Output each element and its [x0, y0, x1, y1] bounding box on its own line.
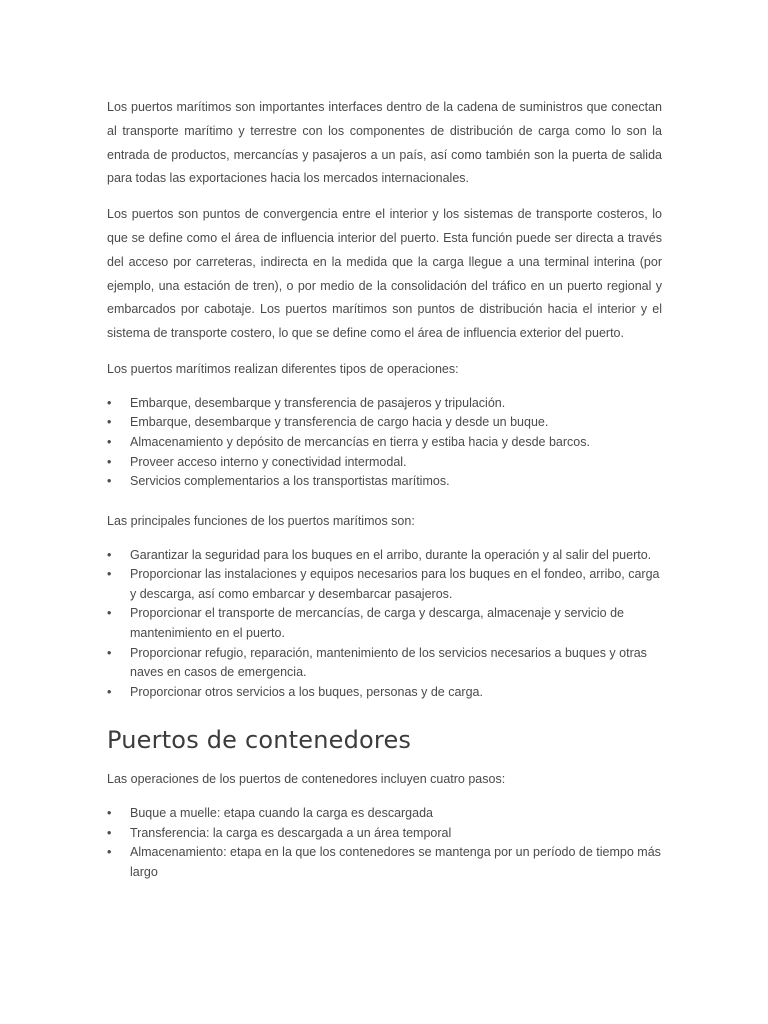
document-page — [107, 96, 662, 882]
bullet-icon: • — [107, 434, 112, 449]
operations-intro: Los puertos marítimos realizan diferentes tipos de operaciones: — [107, 361, 459, 376]
bullet-icon: • — [107, 395, 112, 410]
bullet-icon: • — [107, 415, 112, 430]
bullet-icon: • — [107, 454, 112, 469]
list-item: • Embarque, desembarque y transferencia de pasajeros y tripulación. — [107, 394, 662, 414]
operations-list — [107, 394, 662, 492]
bullet-icon: • — [107, 474, 112, 489]
list-item: • Transferencia: la carga es descargada a un área temporal — [107, 824, 662, 844]
section-heading: Puertos de contenedores — [107, 726, 412, 755]
bullet-icon: • — [107, 845, 112, 860]
list-item: • Garantizar la seguridad para los buques en el arribo, durante la operación y al salir del puerto. — [107, 546, 662, 566]
list-item: • Almacenamiento: etapa en la que los contenedores se mantenga por un período de tiempo más largo — [107, 845, 661, 879]
list-item: • Proporcionar las instalaciones y equipos necesarios para los buques en el fondeo, arribo, carga y descarga, así como embarcar y desembarcar pasajeros. — [107, 567, 660, 601]
bullet-icon: • — [107, 806, 112, 821]
convergence-paragraph: Los puertos son puntos de convergencia entre el interior y los sistemas de transporte costeros, lo que se define como el área de influencia interior del puerto. Esta función puede ser directa a través del acceso por carreteras, indirecta en la medida que la carga llegue a una terminal interina (por ejemplo, una estación de tren), o por medio de la consolidación del tráfico en un puerto regional y embarcados por cabotaje. Los puertos marítimos son puntos de distribución hacia el interior y el sistema de transporte costero, lo que se define como el área de influencia exterior del puerto. — [107, 207, 662, 341]
list-item: • Servicios complementarios a los transportistas marítimos. — [107, 472, 662, 492]
list-item: • Proveer acceso interno y conectividad intermodal. — [107, 453, 662, 473]
bullet-icon: • — [107, 606, 112, 621]
list-item: • Almacenamiento y depósito de mercancías en tierra y estiba hacia y desde barcos. — [107, 433, 662, 453]
bullet-icon: • — [107, 684, 112, 699]
list-item: • Proporcionar el transporte de mercancías, de carga y descarga, almacenaje y servicio de mantenimiento en el puerto. — [107, 606, 625, 640]
list-item: • Embarque, desembarque y transferencia de cargo hacia y desde un buque. — [107, 413, 662, 433]
functions-intro: Las principales funciones de los puertos marítimos son: — [107, 513, 415, 528]
functions-list — [107, 546, 662, 703]
bullet-icon: • — [107, 645, 112, 660]
bullet-icon: • — [107, 825, 112, 840]
list-item: • Proporcionar otros servicios a los buques, personas y de carga. — [107, 683, 662, 703]
bullet-icon: • — [107, 567, 112, 582]
container-steps-list — [107, 804, 662, 882]
intro-paragraph: Los puertos marítimos son importantes interfaces dentro de la cadena de suministros que conectan al transporte marítimo y terrestre con los componentes de distribución de carga como lo son la entrada de productos, mercancías y pasajeros a un país, así como también son la puerta de salida para todas las exportaciones hacia los mercados internacionales. — [107, 100, 662, 186]
list-item: • Proporcionar refugio, reparación, mantenimiento de los servicios necesarios a buques y otras naves en casos de emergencia. — [107, 645, 647, 680]
container-intro: Las operaciones de los puertos de contenedores incluyen cuatro pasos: — [107, 772, 506, 787]
bullet-icon: • — [107, 547, 112, 562]
list-item: • Buque a muelle: etapa cuando la carga es descargada — [107, 804, 662, 824]
